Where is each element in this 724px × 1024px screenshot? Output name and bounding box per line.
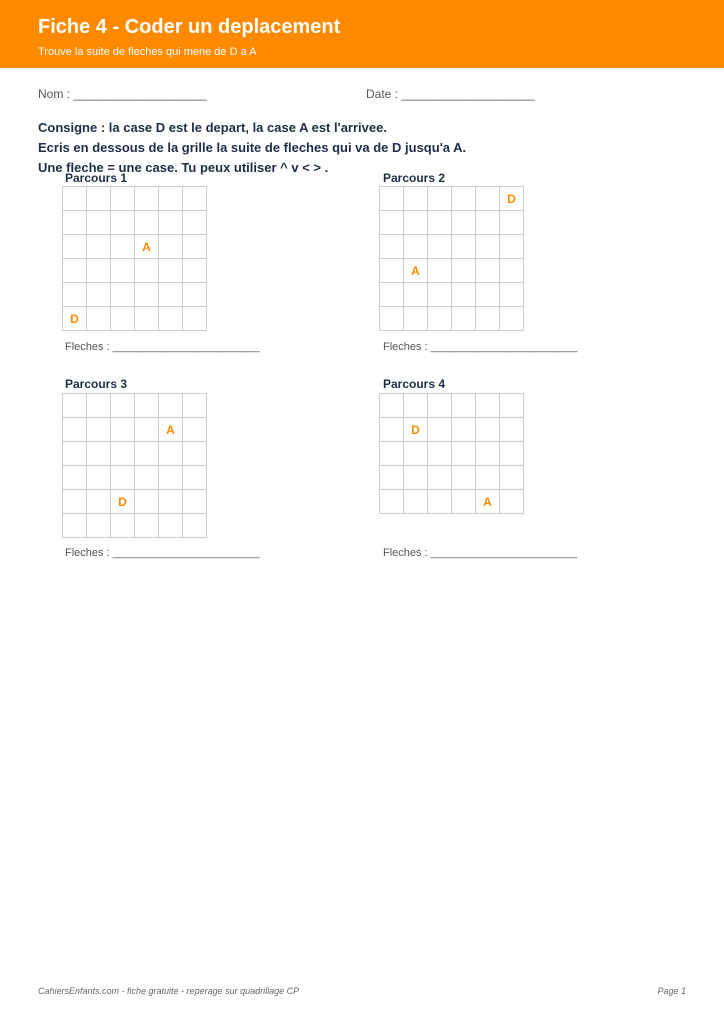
grid-cell	[380, 418, 404, 442]
page-title: Fiche 4 - Coder un deplacement	[38, 16, 341, 38]
grid-cell	[452, 394, 476, 418]
grid-cell	[111, 514, 135, 538]
grid-cell	[404, 394, 428, 418]
grid-cell	[159, 394, 183, 418]
grid-cell	[452, 187, 476, 211]
grid-cell	[159, 235, 183, 259]
grid-cell	[183, 394, 207, 418]
grid-cell	[111, 466, 135, 490]
grid-cell	[111, 283, 135, 307]
grid-cell	[476, 466, 500, 490]
grid-cell	[159, 514, 183, 538]
grid-cell	[380, 490, 404, 514]
grid-cell	[135, 211, 159, 235]
grid-cell	[135, 514, 159, 538]
grid-cell	[428, 490, 452, 514]
parcours-2-grid	[379, 186, 524, 331]
parcours-3-grid	[62, 393, 207, 538]
grid-cell	[476, 187, 500, 211]
parcours-1-grid	[62, 186, 207, 331]
grid-cell	[111, 259, 135, 283]
grid-cell	[87, 283, 111, 307]
grid-cell	[452, 466, 476, 490]
grid-cell	[111, 307, 135, 331]
arrival-cell: A	[404, 259, 428, 283]
parcours-4-grid	[379, 393, 524, 514]
grid-cell	[135, 466, 159, 490]
grid-cell	[476, 235, 500, 259]
grid-cell	[87, 394, 111, 418]
parcours-4-answer[interactable]: Fleches : ________________________	[383, 547, 578, 559]
grid-cell	[63, 259, 87, 283]
grid-cell	[183, 259, 207, 283]
grid-cell	[380, 187, 404, 211]
grid-cell	[380, 442, 404, 466]
grid-cell	[63, 283, 87, 307]
start-cell: D	[500, 187, 524, 211]
grid-cell	[135, 490, 159, 514]
grid-cell	[159, 442, 183, 466]
grid-cell	[404, 307, 428, 331]
grid-cell	[500, 442, 524, 466]
grid-cell	[63, 394, 87, 418]
grid-cell	[404, 211, 428, 235]
arrival-cell: A	[476, 490, 500, 514]
footer-source: CahiersEnfants.com - fiche gratuite - reperage sur quadrillage CP	[38, 986, 300, 996]
grid-cell	[87, 490, 111, 514]
page-subtitle: Trouve la suite de fleches qui mene de D a A	[38, 46, 257, 58]
grid-cell	[183, 307, 207, 331]
grid-cell	[183, 466, 207, 490]
instruction-line: Une fleche = une case. Tu peux utiliser ^ v < > .	[38, 160, 329, 175]
grid-cell	[500, 307, 524, 331]
start-cell: D	[63, 307, 87, 331]
grid-cell	[500, 283, 524, 307]
grid-cell	[428, 442, 452, 466]
grid-cell	[135, 418, 159, 442]
grid-cell	[87, 307, 111, 331]
grid-cell	[380, 466, 404, 490]
grid-cell	[87, 514, 111, 538]
grid-cell	[380, 235, 404, 259]
grid-cell	[183, 514, 207, 538]
grid-cell	[428, 394, 452, 418]
grid-cell	[159, 259, 183, 283]
grid-cell	[476, 442, 500, 466]
grid-cell	[135, 283, 159, 307]
grid-cell	[404, 490, 428, 514]
grid-cell	[476, 418, 500, 442]
start-cell: D	[111, 490, 135, 514]
grid-cell	[159, 211, 183, 235]
grid-cell	[111, 211, 135, 235]
grid-cell	[183, 187, 207, 211]
grid-cell	[63, 211, 87, 235]
instruction-line: Ecris en dessous de la grille la suite de fleches qui va de D jusqu'a A.	[38, 140, 467, 155]
grid-cell	[476, 259, 500, 283]
grid-cell	[476, 394, 500, 418]
grid-cell	[87, 235, 111, 259]
grid-cell	[428, 307, 452, 331]
grid-cell	[476, 211, 500, 235]
instructions	[38, 120, 698, 180]
grid-cell	[428, 283, 452, 307]
grid-cell	[135, 394, 159, 418]
grid-cell	[476, 307, 500, 331]
grid-cell	[428, 187, 452, 211]
grid-cell	[159, 187, 183, 211]
grid-cell	[135, 307, 159, 331]
grid-cell	[183, 235, 207, 259]
grid-cell	[452, 307, 476, 331]
grid-cell	[159, 466, 183, 490]
grid-cell	[452, 418, 476, 442]
grid-cell	[87, 259, 111, 283]
grid-cell	[428, 235, 452, 259]
grid-cell	[500, 235, 524, 259]
parcours-1-title: Parcours 1	[65, 171, 128, 185]
grid-cell	[159, 490, 183, 514]
parcours-3-answer[interactable]: Fleches : ________________________	[65, 547, 260, 559]
grid-cell	[183, 418, 207, 442]
instruction-line: Consigne : la case D est le depart, la case A est l'arrivee.	[38, 120, 387, 135]
grid-cell	[87, 466, 111, 490]
grid-cell	[380, 259, 404, 283]
grid-cell	[500, 394, 524, 418]
grid-cell	[87, 211, 111, 235]
grid-cell	[63, 514, 87, 538]
grid-cell	[63, 490, 87, 514]
grid-cell	[452, 490, 476, 514]
grid-cell	[135, 259, 159, 283]
grid-cell	[380, 394, 404, 418]
grid-cell	[63, 187, 87, 211]
name-field[interactable]: Nom : ____________________	[38, 87, 207, 101]
grid-cell	[87, 418, 111, 442]
arrival-cell: A	[159, 418, 183, 442]
parcours-3-title: Parcours 3	[65, 377, 128, 391]
grid-cell	[183, 490, 207, 514]
grid-cell	[380, 307, 404, 331]
grid-cell	[500, 466, 524, 490]
parcours-2-title: Parcours 2	[383, 171, 446, 185]
grid-cell	[428, 466, 452, 490]
grid-cell	[111, 418, 135, 442]
grid-cell	[452, 442, 476, 466]
grid-cell	[111, 394, 135, 418]
grid-cell	[63, 466, 87, 490]
grid-cell	[63, 418, 87, 442]
grid-cell	[452, 211, 476, 235]
grid-cell	[183, 442, 207, 466]
grid-cell	[111, 187, 135, 211]
parcours-2-answer[interactable]: Fleches : ________________________	[383, 341, 578, 353]
grid-cell	[159, 283, 183, 307]
grid-cell	[111, 442, 135, 466]
grid-cell	[500, 259, 524, 283]
grid-cell	[111, 235, 135, 259]
grid-cell	[404, 187, 428, 211]
arrival-cell: A	[135, 235, 159, 259]
parcours-1-answer[interactable]: Fleches : ________________________	[65, 341, 260, 353]
grid-cell	[428, 259, 452, 283]
grid-cell	[87, 442, 111, 466]
footer-page-number: Page 1	[657, 986, 686, 996]
grid-cell	[500, 418, 524, 442]
date-field[interactable]: Date : ____________________	[366, 87, 535, 101]
grid-cell	[380, 283, 404, 307]
grid-cell	[135, 187, 159, 211]
grid-cell	[380, 211, 404, 235]
grid-cell	[183, 211, 207, 235]
grid-cell	[428, 211, 452, 235]
grid-cell	[183, 283, 207, 307]
grid-cell	[500, 211, 524, 235]
grid-cell	[476, 283, 500, 307]
grid-cell	[63, 235, 87, 259]
grid-cell	[500, 490, 524, 514]
start-cell: D	[404, 418, 428, 442]
grid-cell	[452, 235, 476, 259]
grid-cell	[452, 259, 476, 283]
grid-cell	[87, 187, 111, 211]
page-header	[0, 0, 724, 68]
grid-cell	[63, 442, 87, 466]
grid-cell	[404, 442, 428, 466]
grid-cell	[135, 442, 159, 466]
grid-cell	[404, 466, 428, 490]
grid-cell	[404, 283, 428, 307]
grid-cell	[404, 235, 428, 259]
grid-cell	[428, 418, 452, 442]
grid-cell	[452, 283, 476, 307]
grid-cell	[159, 307, 183, 331]
parcours-4-title: Parcours 4	[383, 377, 446, 391]
